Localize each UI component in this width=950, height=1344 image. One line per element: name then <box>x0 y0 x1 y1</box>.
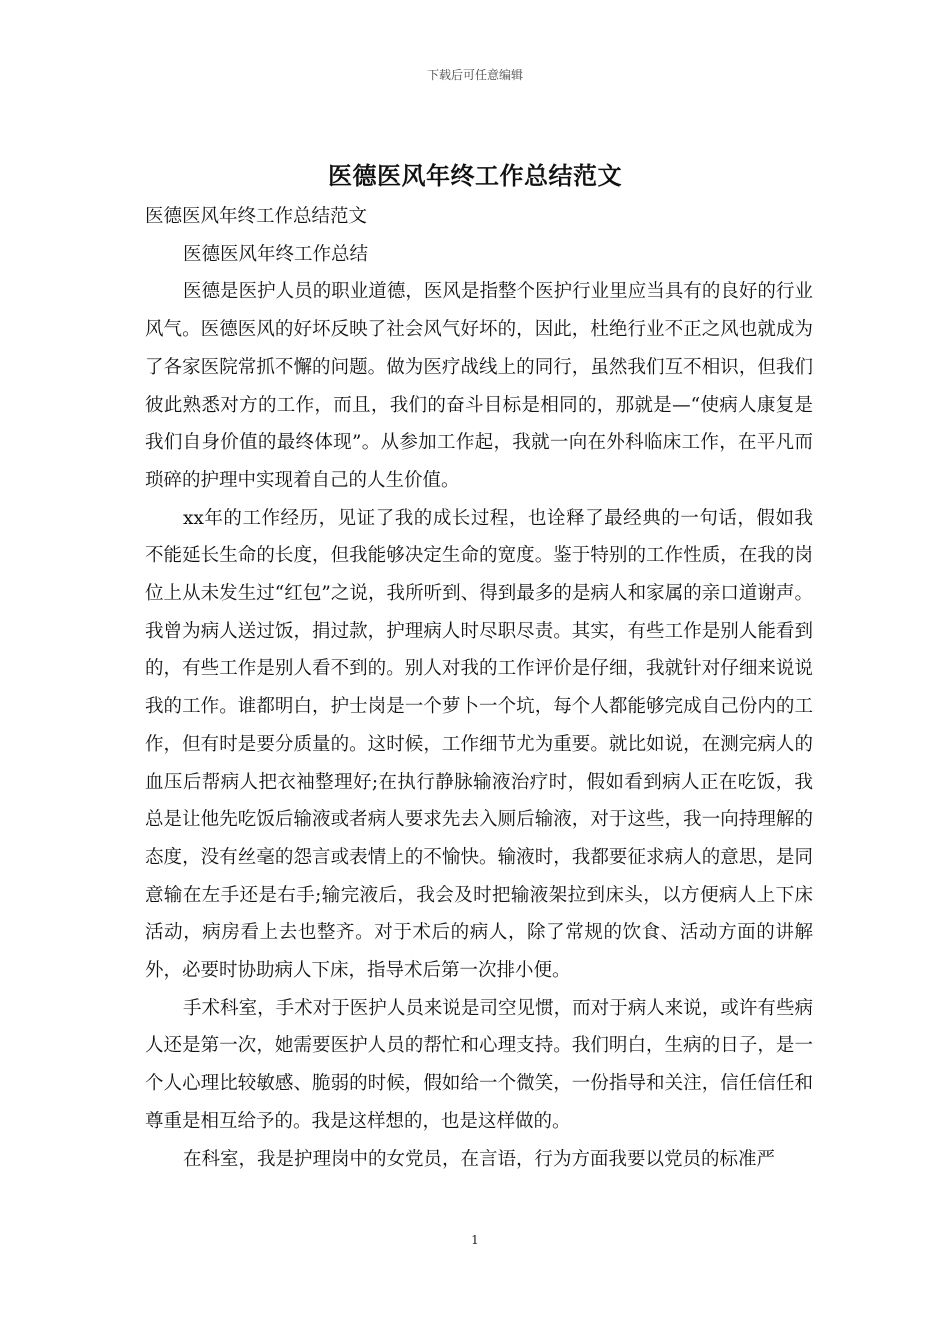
section-heading: 医德医风年终工作总结 <box>183 243 369 265</box>
paragraph: 医德是医护人员的职业道德，医风是指整个医护行业里应当具有的良好的行业风气。医德医风的好坏反映了社会风气好坏的，因此，杜绝行业不正之风也就成为了各家医院常抓不懈的问题。做为医疗战线上的同行，虽然我们互不相识，但我们彼此熟悉对方的工作，而且，我们的奋斗目标是相同的，那就是—“使病人康复是我们自身价值的最终体现”。从参加工作起，我就一向在外科临床工作，在平凡而琐碎的护理中实现着自己的人生价值。 <box>145 281 813 491</box>
paragraph: 手术科室，手术对于医护人员来说是司空见惯，而对于病人来说，或许有些病人还是第一次，她需要医护人员的帮忙和心理支持。我们明白，生病的日子，是一个人心理比较敏感、脆弱的时候，假如给一个微笑，一份指导和关注，信任信任和尊重是相互给予的。我是这样想的，也是这样做的。 <box>145 997 813 1132</box>
page-number: 1 <box>471 1233 479 1247</box>
paragraph: 在科室，我是护理岗中的女党员，在言语，行为方面我要以党员的标准严 <box>183 1148 776 1170</box>
document-body <box>145 198 813 1178</box>
paragraph: xx年的工作经历，见证了我的成长过程，也诠释了最经典的一句话，假如我不能延长生命的长度，但我能够决定生命的宽度。鉴于特别的工作性质，在我的岗位上从未发生过“红包”之说，我所听到、得到最多的是病人和家属的亲口道谢声。我曾为病人送过饭，捐过款，护理病人时尽职尽责。其实，有些工作是别人能看到的，有些工作是别人看不到的。别人对我的工作评价是仔细，我就针对仔细来说说我的工作。谁都明白，护士岗是一个萝卜一个坑，每个人都能够完成自己份内的工作，但有时是要分质量的。这时候，工作细节尤为重要。就比如说，在测完病人的血压后帮病人把衣袖整理好;在执行静脉输液治疗时，假如看到病人正在吃饭，我总是让他先吃饭后输液或者病人要求先去入厕后输液，对于这些，我一向持理解的态度，没有丝毫的怨言或表情上的不愉快。输液时，我都要征求病人的意思，是同意输在左手还是右手;输完液后，我会及时把输液架拉到床头，以方便病人上下床活动，病房看上去也整齐。对于术后的病人，除了常规的饮食、活动方面的讲解外，必要时协助病人下床，指导术后第一次排小便。 <box>145 507 813 982</box>
page-header-note: 下载后可任意编辑 <box>426 68 523 82</box>
document-title: 医德医风年终工作总结范文 <box>328 161 622 190</box>
subtitle-line: 医德医风年终工作总结范文 <box>145 206 368 227</box>
